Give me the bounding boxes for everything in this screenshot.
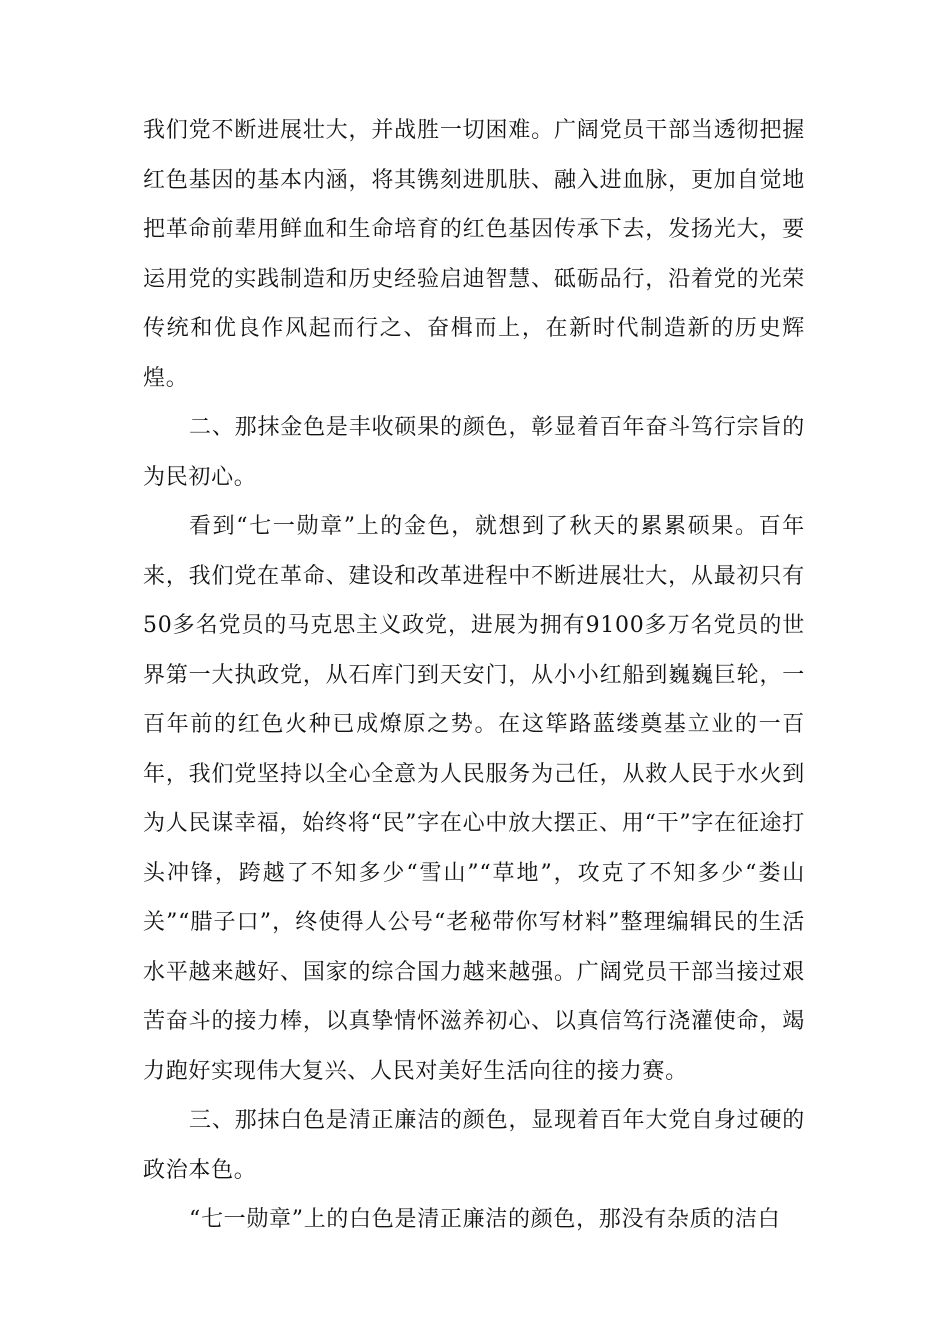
section-heading-two: 二、那抹金色是丰收硕果的颜色，彰显着百年奋斗笃行宗旨的为民初心。	[143, 415, 805, 490]
paragraph-white-color: “七一勋章”上的白色是清正廉洁的颜色，那没有杂质的洁白	[189, 1207, 781, 1232]
document-body	[143, 106, 805, 1245]
paragraph-continuation: 我们党不断进展壮大，并战胜一切困难。广阔党员干部当透彻把握红色基因的基本内涵，将其镌刻进肌肤、融入进血脉，更加自觉地把革命前辈用鲜血和生命培育的红色基因传承下去，发扬光大，要运用党的实践制造和历史经验启迪智慧、砥砺品行，沿着党的光荣传统和优良作风起而行之、奋楫而上，在新时代制造新的历史辉煌。	[143, 118, 805, 391]
section-heading-three: 三、那抹白色是清正廉洁的颜色，显现着百年大党自身过硬的政治本色。	[143, 1108, 805, 1183]
paragraph-gold-color: 看到“七一勋章”上的金色，就想到了秋天的累累硕果。百年来，我们党在革命、建设和改革进程中不断进展壮大，从最初只有50多名党员的马克思主义政党，进展为拥有9100多万名党员的世界第一大执政党，从石库门到天安门，从小小红船到巍巍巨轮，一百年前的红色火种已成燎原之势。在这筚路蓝缕奠基立业的一百年，我们党坚持以全心全意为人民服务为己任，从救人民于水火到为人民谋幸福，始终将“民”字在心中放大摆正、用“干”字在征途打头冲锋，跨越了不知多少“雪山”“草地”，攻克了不知多少“娄山关”“腊子口”，终使得人公号“老秘带你写材料”整理编辑民的生活水平越来越好、国家的综合国力越来越强。广阔党员干部当接过艰苦奋斗的接力棒，以真挚情怀滋养初心、以真信笃行浇灌使命，竭力跑好实现伟大复兴、人民对美好生活向往的接力赛。	[143, 514, 805, 1084]
